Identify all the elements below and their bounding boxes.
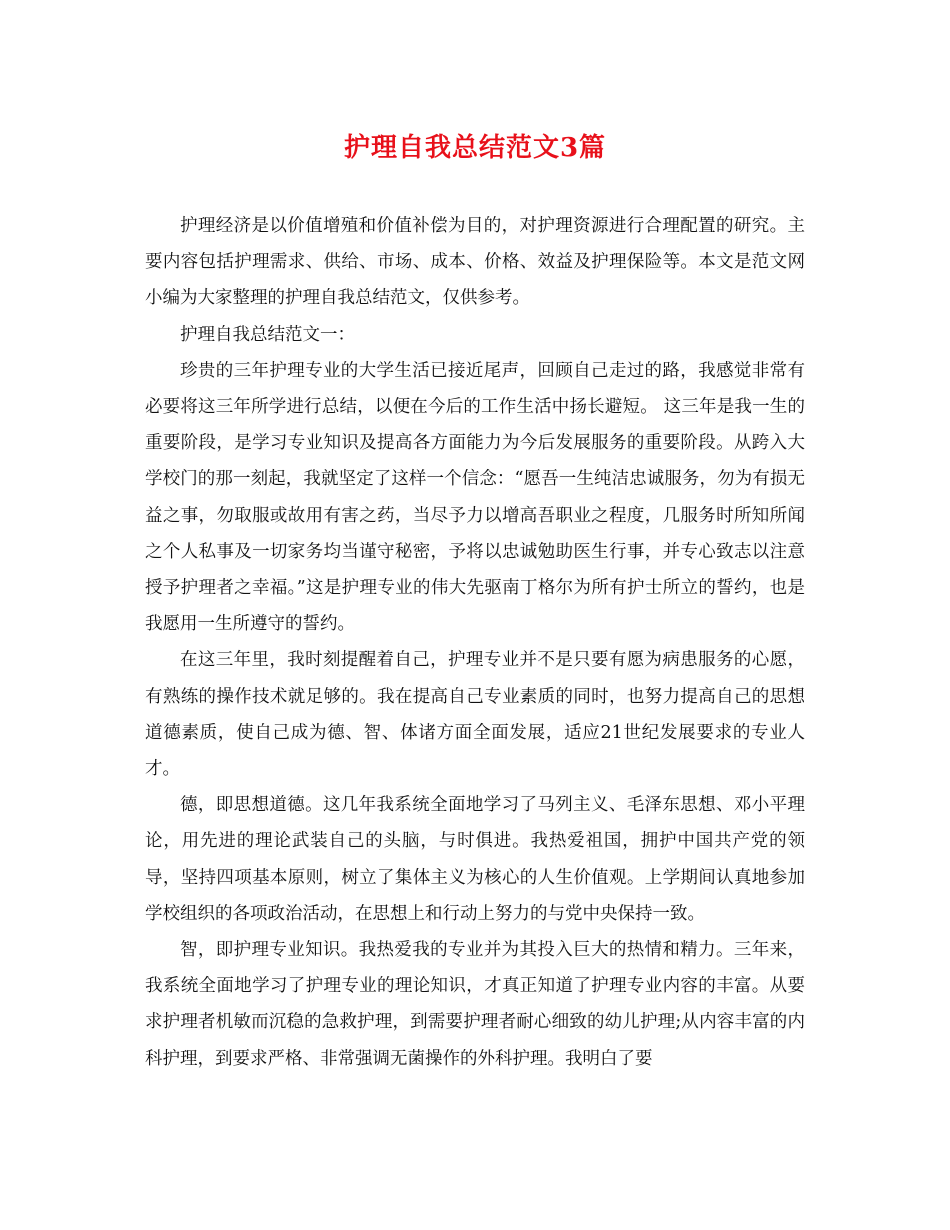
document-body bbox=[145, 208, 805, 1077]
paragraph-intro: 护理经济是以价值增殖和价值补偿为目的，对护理资源进行合理配置的研究。主要内容包括护理需求、供给、市场、成本、价格、效益及护理保险等。本文是范文网小编为大家整理的护理自我总结范文，仅供参考。 bbox=[145, 216, 805, 309]
paragraph-subheading: 护理自我总结范文一： bbox=[180, 324, 355, 345]
paragraph-morality: 德，即思想道德。这几年我系统全面地学习了马列主义、毛泽东思想、邓小平理论，用先进的理论武装自己的头脑，与时俱进。我热爱祖国，拥护中国共产党的领导，坚持四项基本原则，树立了集体主义为核心的人生价值观。上学期间认真地参加学校组织的各项政治活动，在思想上和行动上努力的与党中央保持一致。 bbox=[145, 795, 805, 924]
document-title: 护理自我总结范文3篇 bbox=[343, 133, 607, 163]
document-page bbox=[145, 128, 805, 1077]
paragraph-knowledge: 智，即护理专业知识。我热爱我的专业并为其投入巨大的热情和精力。三年来，我系统全面地学习了护理专业的理论知识，才真正知道了护理专业内容的丰富。从要求护理者机敏而沉稳的急救护理，到需要护理者耐心细致的幼儿护理;从内容丰富的内科护理，到要求严格、非常强调无菌操作的外科护理。我明白了要 bbox=[145, 940, 805, 1069]
paragraph-oath: 珍贵的三年护理专业的大学生活已接近尾声，回顾自己走过的路，我感觉非常有必要将这三年所学进行总结，以便在今后的工作生活中扬长避短。 这三年是我一生的重要阶段，是学习专业知识及提高各方面能力为今后发展服务的重要阶段。从跨入大学校门的那一刻起，我就坚定了这样一个信念：“愿吾一生纯洁忠诚服务，勿为有损无益之事，勿取服或故用有害之药，当尽予力以增高吾职业之程度，几服务时所知所闻之个人私事及一切家务均当谨守秘密，予将以忠诚勉助医生行事，并专心致志以注意授予护理者之幸福。”这是护理专业的伟大先驱南丁格尔为所有护士所立的誓约，也是我愿用一生所遵守的誓约。 bbox=[145, 360, 805, 635]
paragraph-three-years: 在这三年里，我时刻提醒着自己，护理专业并不是只要有愿为病患服务的心愿，有熟练的操作技术就足够的。我在提高自己专业素质的同时，也努力提高自己的思想道德素质，使自己成为德、智、体诸方面全面发展，适应21世纪发展要求的专业人才。 bbox=[145, 650, 805, 780]
